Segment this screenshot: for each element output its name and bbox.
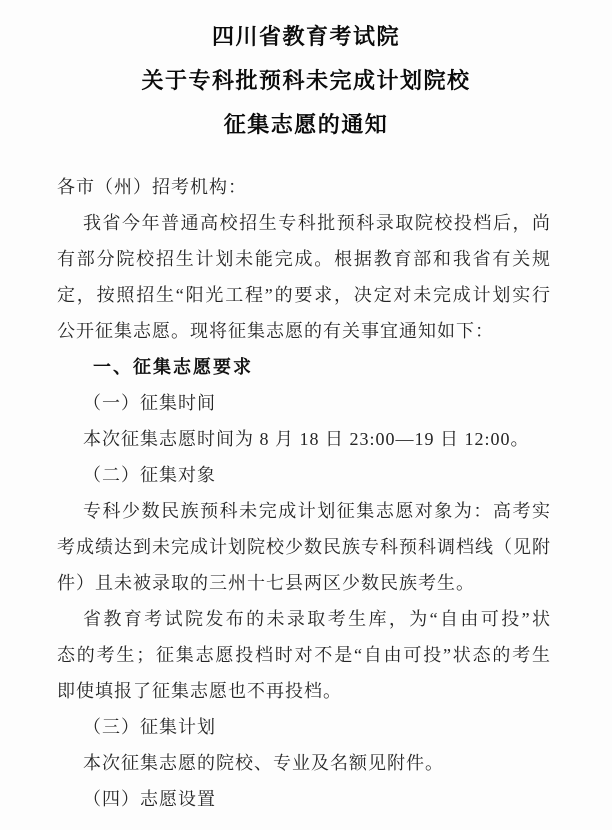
paragraph-line: 态的考生；征集志愿投档时对不是“自由可投”状态的考生	[57, 645, 550, 665]
subsection-heading-collection-plan: （三）征集计划	[83, 717, 216, 737]
document-body	[0, 169, 612, 817]
paragraph-line: 省教育考试院发布的未录取考生库，为“自由可投”状	[83, 609, 550, 629]
paragraph-line: 考成绩达到未完成计划院校少数民族专科预科调档线（见附	[57, 537, 550, 557]
section-heading-requirements: 一、征集志愿要求	[93, 357, 253, 377]
paragraph-line: 公开征集志愿。现将征集志愿的有关事宜通知如下：	[57, 321, 494, 341]
paragraph-line: 定，按照招生“阳光工程”的要求，决定对未完成计划实行	[57, 285, 550, 305]
subsection-heading-volunteer-setup: （四）志愿设置	[83, 789, 216, 809]
paragraph-line: 我省今年普通高校招生专科批预科录取院校投档后，尚	[83, 213, 550, 233]
paragraph-line: 即使填报了征集志愿也不再投档。	[57, 681, 342, 701]
subsection-heading-collection-target: （二）征集对象	[83, 465, 216, 485]
salutation: 各市（州）招考机构：	[57, 177, 247, 197]
title-line-notice: 征集志愿的通知	[223, 112, 389, 137]
paragraph-line: 专科少数民族预科未完成计划征集志愿对象为：高考实	[83, 501, 550, 521]
paragraph-line: 件）且未被录取的三州十七县两区少数民族考生。	[57, 573, 475, 593]
paragraph-line-collection-time-value: 本次征集志愿时间为 8 月 18 日 23:00—19 日 12:00。	[83, 429, 530, 449]
paragraph-line: 本次征集志愿的院校、专业及名额见附件。	[83, 753, 444, 773]
paragraph-line: 有部分院校招生计划未能完成。根据教育部和我省有关规	[57, 249, 550, 269]
document-title	[0, 0, 612, 147]
title-line-subject: 关于专科批预科未完成计划院校	[141, 68, 471, 93]
subsection-heading-collection-time: （一）征集时间	[83, 393, 216, 413]
title-line-issuer: 四川省教育考试院	[211, 24, 400, 49]
